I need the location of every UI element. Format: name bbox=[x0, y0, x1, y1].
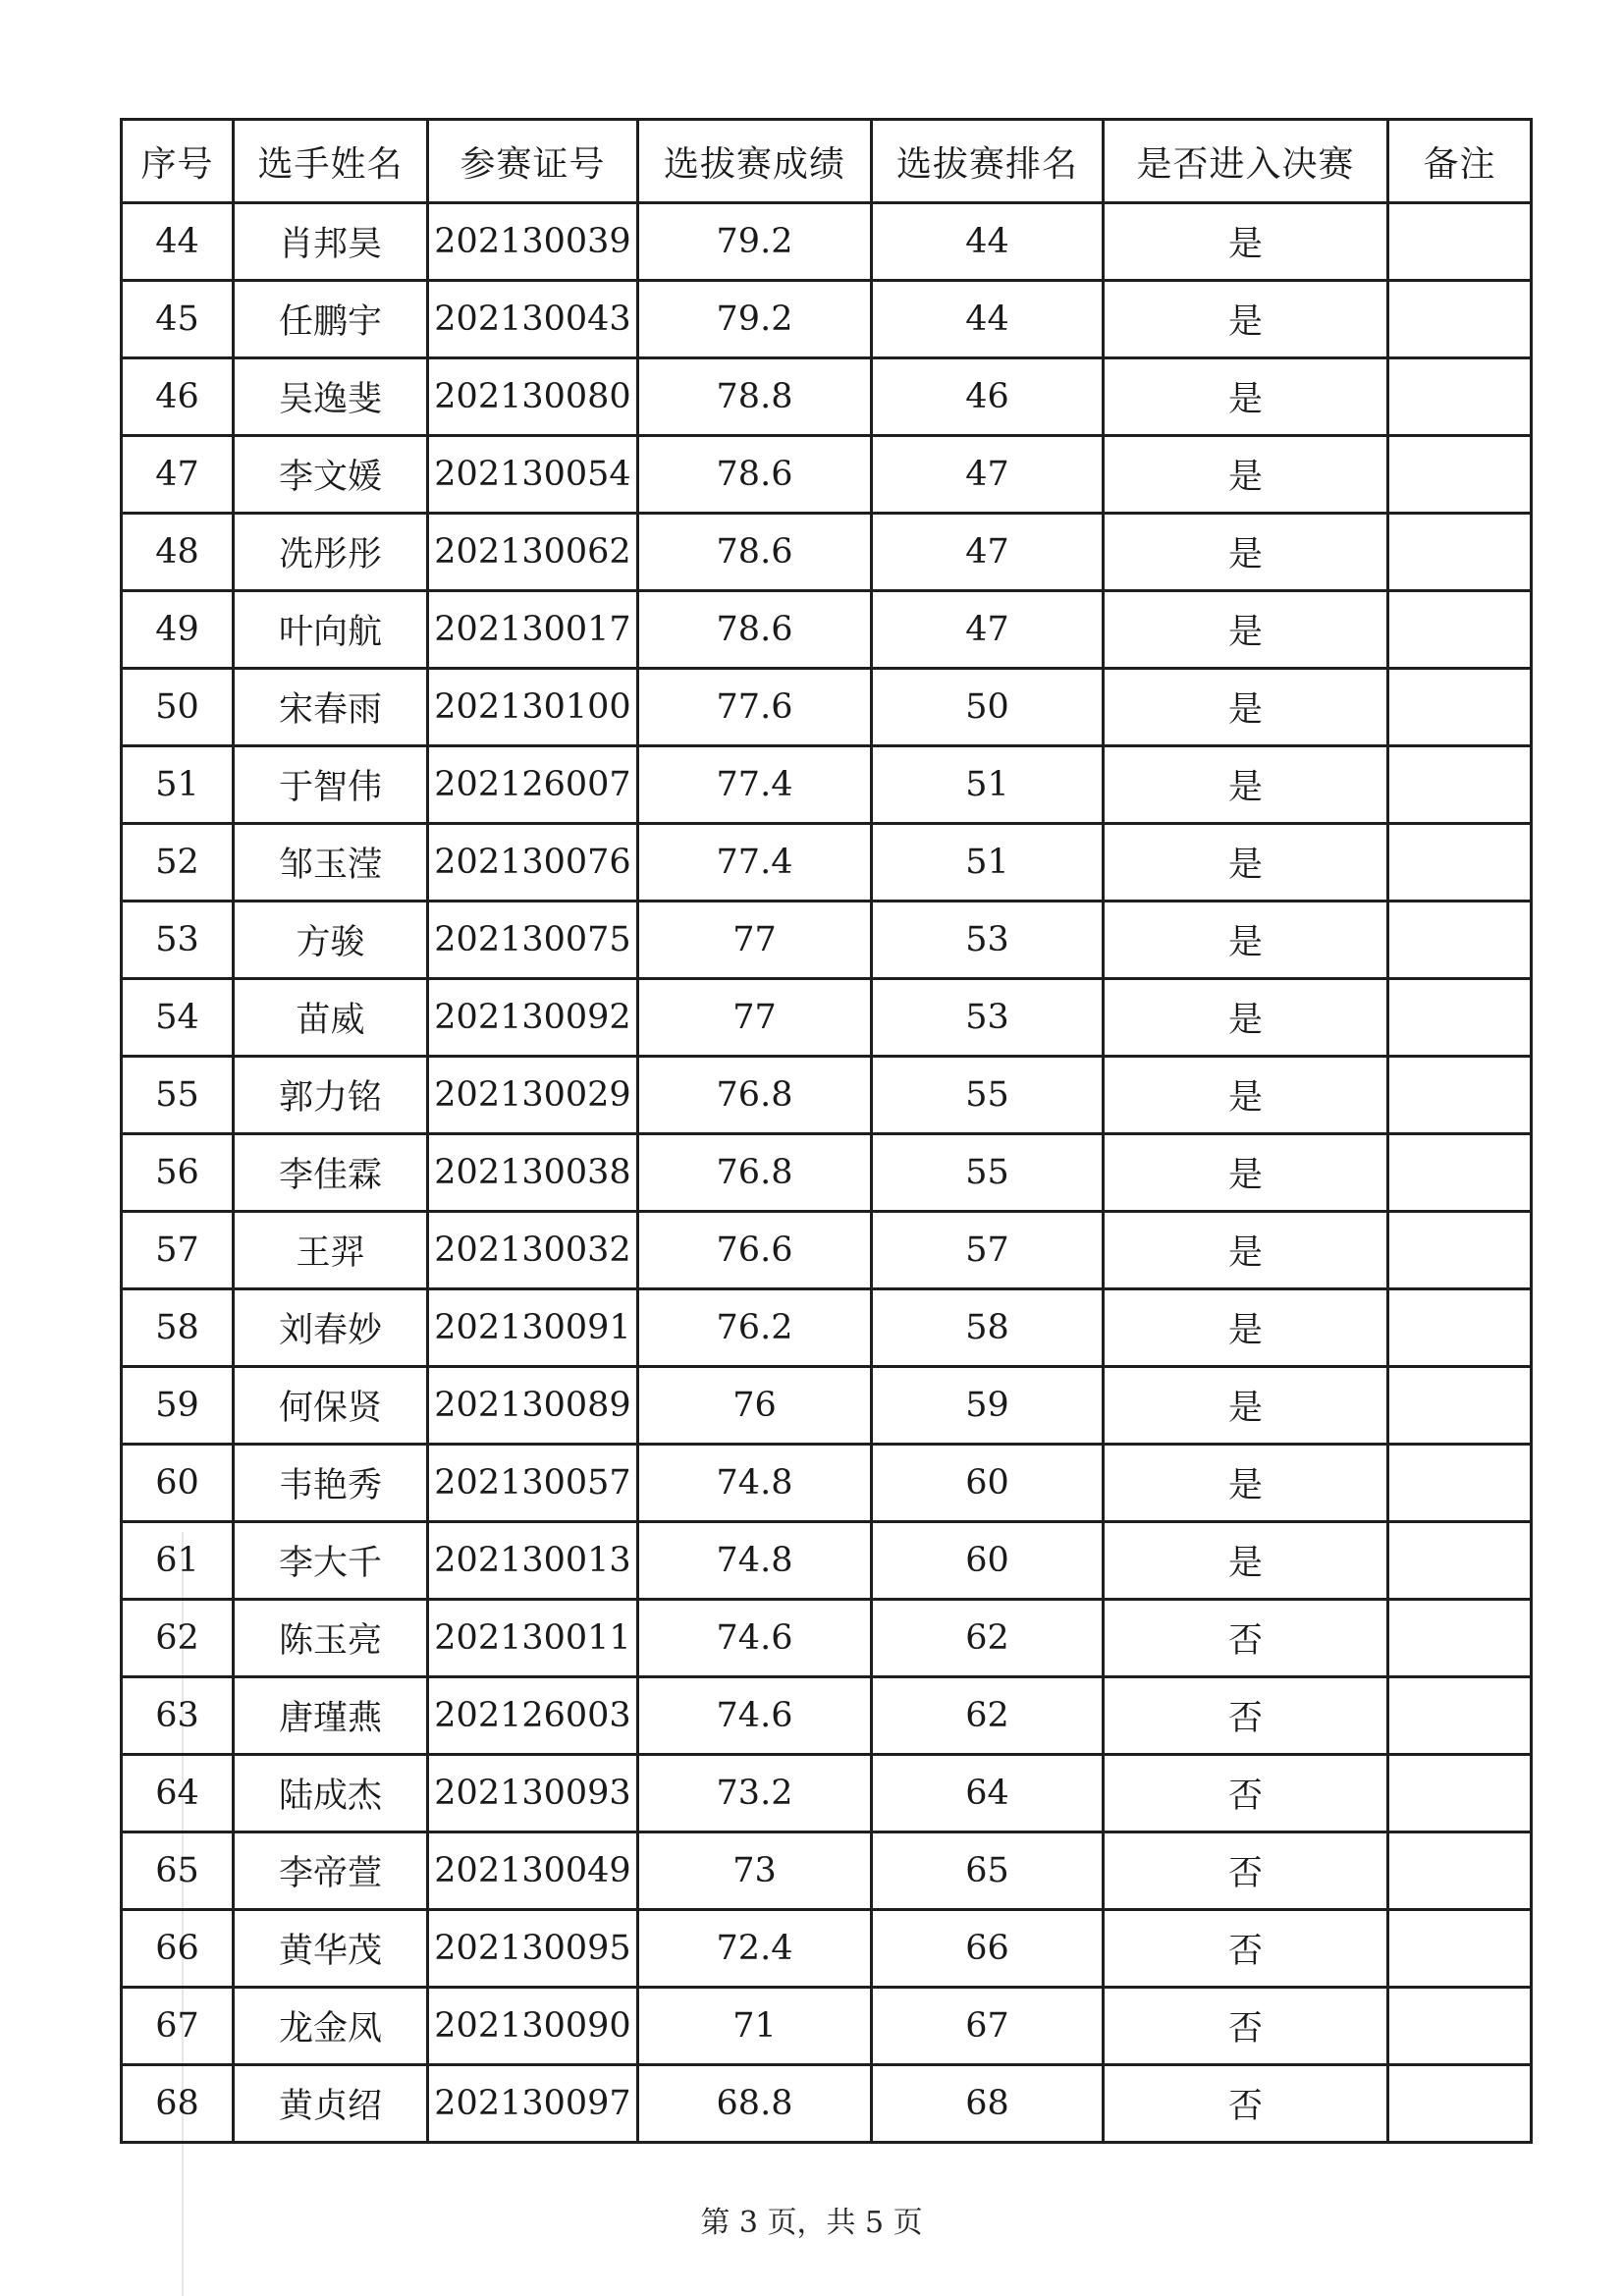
cell-index: 62 bbox=[122, 1600, 234, 1677]
cell-name: 宋春雨 bbox=[234, 669, 428, 746]
cell-rank: 67 bbox=[872, 1988, 1104, 2065]
table-row bbox=[122, 203, 1532, 281]
cell-remarks bbox=[1388, 1677, 1532, 1755]
table-row bbox=[122, 1522, 1532, 1600]
cell-score: 74.6 bbox=[638, 1600, 872, 1677]
cell-index: 44 bbox=[122, 203, 234, 281]
cell-rank: 51 bbox=[872, 824, 1104, 902]
cell-id: 202130076 bbox=[428, 824, 638, 902]
cell-id: 202130091 bbox=[428, 1289, 638, 1367]
cell-final: 是 bbox=[1104, 358, 1388, 436]
table-row bbox=[122, 1988, 1532, 2065]
cell-remarks bbox=[1388, 746, 1532, 824]
cell-score: 72.4 bbox=[638, 1910, 872, 1988]
cell-rank: 68 bbox=[872, 2065, 1104, 2143]
cell-final: 是 bbox=[1104, 1522, 1388, 1600]
table-row bbox=[122, 902, 1532, 979]
cell-name: 李大千 bbox=[234, 1522, 428, 1600]
cell-name: 韦艳秀 bbox=[234, 1445, 428, 1522]
cell-name: 唐瑾燕 bbox=[234, 1677, 428, 1755]
cell-index: 64 bbox=[122, 1755, 234, 1832]
cell-index: 48 bbox=[122, 514, 234, 591]
cell-final: 否 bbox=[1104, 1988, 1388, 2065]
col-header-id: 参赛证号 bbox=[428, 120, 638, 203]
cell-rank: 55 bbox=[872, 1057, 1104, 1134]
cell-id: 202130062 bbox=[428, 514, 638, 591]
cell-score: 76.2 bbox=[638, 1289, 872, 1367]
cell-name: 陆成杰 bbox=[234, 1755, 428, 1832]
table-row bbox=[122, 1057, 1532, 1134]
cell-name: 苗威 bbox=[234, 979, 428, 1057]
cell-index: 52 bbox=[122, 824, 234, 902]
cell-final: 是 bbox=[1104, 902, 1388, 979]
cell-remarks bbox=[1388, 2065, 1532, 2143]
cell-name: 李文媛 bbox=[234, 436, 428, 514]
cell-final: 是 bbox=[1104, 1445, 1388, 1522]
col-header-final: 是否进入决赛 bbox=[1104, 120, 1388, 203]
cell-score: 71 bbox=[638, 1988, 872, 2065]
cell-rank: 66 bbox=[872, 1910, 1104, 1988]
cell-rank: 58 bbox=[872, 1289, 1104, 1367]
cell-id: 202130029 bbox=[428, 1057, 638, 1134]
cell-score: 74.8 bbox=[638, 1445, 872, 1522]
cell-rank: 64 bbox=[872, 1755, 1104, 1832]
cell-final: 是 bbox=[1104, 824, 1388, 902]
table-row bbox=[122, 281, 1532, 358]
cell-remarks bbox=[1388, 514, 1532, 591]
cell-index: 60 bbox=[122, 1445, 234, 1522]
cell-index: 63 bbox=[122, 1677, 234, 1755]
cell-score: 78.6 bbox=[638, 591, 872, 669]
cell-index: 53 bbox=[122, 902, 234, 979]
col-header-remarks: 备注 bbox=[1388, 120, 1532, 203]
cell-index: 65 bbox=[122, 1832, 234, 1910]
cell-remarks bbox=[1388, 1445, 1532, 1522]
cell-final: 否 bbox=[1104, 1677, 1388, 1755]
cell-final: 是 bbox=[1104, 979, 1388, 1057]
cell-final: 否 bbox=[1104, 1832, 1388, 1910]
cell-id: 202130080 bbox=[428, 358, 638, 436]
cell-final: 是 bbox=[1104, 669, 1388, 746]
cell-name: 叶向航 bbox=[234, 591, 428, 669]
cell-final: 是 bbox=[1104, 1057, 1388, 1134]
cell-score: 76.8 bbox=[638, 1057, 872, 1134]
table-row bbox=[122, 1677, 1532, 1755]
cell-name: 陈玉亮 bbox=[234, 1600, 428, 1677]
cell-id: 202130017 bbox=[428, 591, 638, 669]
cell-remarks bbox=[1388, 281, 1532, 358]
cell-name: 刘春妙 bbox=[234, 1289, 428, 1367]
cell-index: 45 bbox=[122, 281, 234, 358]
cell-remarks bbox=[1388, 1522, 1532, 1600]
cell-final: 否 bbox=[1104, 1755, 1388, 1832]
cell-rank: 53 bbox=[872, 979, 1104, 1057]
cell-remarks bbox=[1388, 1057, 1532, 1134]
cell-score: 68.8 bbox=[638, 2065, 872, 2143]
cell-rank: 47 bbox=[872, 436, 1104, 514]
cell-name: 王羿 bbox=[234, 1212, 428, 1289]
cell-score: 78.8 bbox=[638, 358, 872, 436]
cell-index: 50 bbox=[122, 669, 234, 746]
cell-index: 51 bbox=[122, 746, 234, 824]
cell-score: 74.8 bbox=[638, 1522, 872, 1600]
cell-final: 否 bbox=[1104, 1910, 1388, 1988]
cell-id: 202130049 bbox=[428, 1832, 638, 1910]
table-row bbox=[122, 824, 1532, 902]
cell-rank: 47 bbox=[872, 591, 1104, 669]
cell-remarks bbox=[1388, 1755, 1532, 1832]
cell-name: 方骏 bbox=[234, 902, 428, 979]
cell-final: 是 bbox=[1104, 1134, 1388, 1212]
cell-rank: 47 bbox=[872, 514, 1104, 591]
cell-remarks bbox=[1388, 1289, 1532, 1367]
cell-id: 202130054 bbox=[428, 436, 638, 514]
cell-id: 202130089 bbox=[428, 1367, 638, 1445]
cell-index: 49 bbox=[122, 591, 234, 669]
cell-index: 47 bbox=[122, 436, 234, 514]
cell-remarks bbox=[1388, 669, 1532, 746]
cell-score: 77.4 bbox=[638, 746, 872, 824]
cell-score: 76 bbox=[638, 1367, 872, 1445]
table-row bbox=[122, 591, 1532, 669]
cell-rank: 65 bbox=[872, 1832, 1104, 1910]
table-row bbox=[122, 1910, 1532, 1988]
page-number: 第 3 页，共 5 页 bbox=[700, 2206, 923, 2240]
cell-id: 202130090 bbox=[428, 1988, 638, 2065]
cell-final: 是 bbox=[1104, 514, 1388, 591]
cell-final: 是 bbox=[1104, 746, 1388, 824]
table-row bbox=[122, 1134, 1532, 1212]
cell-name: 龙金凤 bbox=[234, 1988, 428, 2065]
cell-rank: 60 bbox=[872, 1445, 1104, 1522]
cell-name: 于智伟 bbox=[234, 746, 428, 824]
col-header-score: 选拔赛成绩 bbox=[638, 120, 872, 203]
cell-index: 57 bbox=[122, 1212, 234, 1289]
cell-final: 是 bbox=[1104, 591, 1388, 669]
table-row bbox=[122, 2065, 1532, 2143]
table-row bbox=[122, 1832, 1532, 1910]
table-row bbox=[122, 669, 1532, 746]
cell-score: 78.6 bbox=[638, 436, 872, 514]
table-row bbox=[122, 746, 1532, 824]
col-header-rank: 选拔赛排名 bbox=[872, 120, 1104, 203]
cell-rank: 62 bbox=[872, 1677, 1104, 1755]
cell-score: 77 bbox=[638, 979, 872, 1057]
cell-id: 202126007 bbox=[428, 746, 638, 824]
cell-name: 吴逸斐 bbox=[234, 358, 428, 436]
cell-rank: 59 bbox=[872, 1367, 1104, 1445]
cell-score: 73 bbox=[638, 1832, 872, 1910]
cell-index: 56 bbox=[122, 1134, 234, 1212]
cell-score: 78.6 bbox=[638, 514, 872, 591]
cell-remarks bbox=[1388, 1988, 1532, 2065]
cell-final: 否 bbox=[1104, 2065, 1388, 2143]
cell-remarks bbox=[1388, 1832, 1532, 1910]
results-table bbox=[120, 118, 1533, 2144]
cell-name: 郭力铭 bbox=[234, 1057, 428, 1134]
table-row bbox=[122, 1600, 1532, 1677]
cell-id: 202130043 bbox=[428, 281, 638, 358]
table-row bbox=[122, 436, 1532, 514]
table-row bbox=[122, 979, 1532, 1057]
cell-id: 202130095 bbox=[428, 1910, 638, 1988]
cell-score: 73.2 bbox=[638, 1755, 872, 1832]
cell-score: 77.4 bbox=[638, 824, 872, 902]
cell-name: 李帝萱 bbox=[234, 1832, 428, 1910]
cell-score: 76.8 bbox=[638, 1134, 872, 1212]
cell-rank: 62 bbox=[872, 1600, 1104, 1677]
cell-id: 202130039 bbox=[428, 203, 638, 281]
cell-index: 54 bbox=[122, 979, 234, 1057]
cell-name: 李佳霖 bbox=[234, 1134, 428, 1212]
cell-id: 202130092 bbox=[428, 979, 638, 1057]
cell-final: 是 bbox=[1104, 1212, 1388, 1289]
cell-name: 邹玉滢 bbox=[234, 824, 428, 902]
cell-remarks bbox=[1388, 1134, 1532, 1212]
cell-name: 任鹏宇 bbox=[234, 281, 428, 358]
cell-index: 68 bbox=[122, 2065, 234, 2143]
cell-rank: 44 bbox=[872, 203, 1104, 281]
cell-index: 55 bbox=[122, 1057, 234, 1134]
cell-remarks bbox=[1388, 1212, 1532, 1289]
cell-rank: 53 bbox=[872, 902, 1104, 979]
cell-id: 202130013 bbox=[428, 1522, 638, 1600]
cell-id: 202130032 bbox=[428, 1212, 638, 1289]
cell-id: 202130075 bbox=[428, 902, 638, 979]
cell-id: 202126003 bbox=[428, 1677, 638, 1755]
cell-remarks bbox=[1388, 902, 1532, 979]
cell-final: 是 bbox=[1104, 1367, 1388, 1445]
header-row bbox=[122, 120, 1532, 203]
table-row bbox=[122, 1289, 1532, 1367]
table-body bbox=[122, 203, 1532, 2143]
cell-index: 66 bbox=[122, 1910, 234, 1988]
cell-index: 59 bbox=[122, 1367, 234, 1445]
cell-name: 黄贞绍 bbox=[234, 2065, 428, 2143]
table-row bbox=[122, 1445, 1532, 1522]
cell-rank: 46 bbox=[872, 358, 1104, 436]
table-row bbox=[122, 1755, 1532, 1832]
cell-rank: 55 bbox=[872, 1134, 1104, 1212]
table-row bbox=[122, 514, 1532, 591]
cell-final: 是 bbox=[1104, 281, 1388, 358]
table-row bbox=[122, 358, 1532, 436]
cell-remarks bbox=[1388, 1600, 1532, 1677]
cell-remarks bbox=[1388, 591, 1532, 669]
cell-rank: 44 bbox=[872, 281, 1104, 358]
cell-name: 肖邦昊 bbox=[234, 203, 428, 281]
cell-id: 202130038 bbox=[428, 1134, 638, 1212]
cell-index: 67 bbox=[122, 1988, 234, 2065]
cell-index: 58 bbox=[122, 1289, 234, 1367]
cell-score: 79.2 bbox=[638, 281, 872, 358]
cell-score: 77.6 bbox=[638, 669, 872, 746]
cell-remarks bbox=[1388, 1910, 1532, 1988]
cell-rank: 57 bbox=[872, 1212, 1104, 1289]
cell-id: 202130097 bbox=[428, 2065, 638, 2143]
cell-remarks bbox=[1388, 436, 1532, 514]
cell-remarks bbox=[1388, 979, 1532, 1057]
cell-score: 76.6 bbox=[638, 1212, 872, 1289]
col-header-name: 选手姓名 bbox=[234, 120, 428, 203]
cell-id: 202130093 bbox=[428, 1755, 638, 1832]
cell-final: 是 bbox=[1104, 203, 1388, 281]
cell-id: 202130057 bbox=[428, 1445, 638, 1522]
cell-index: 61 bbox=[122, 1522, 234, 1600]
table-row bbox=[122, 1367, 1532, 1445]
cell-remarks bbox=[1388, 824, 1532, 902]
cell-rank: 51 bbox=[872, 746, 1104, 824]
cell-final: 否 bbox=[1104, 1600, 1388, 1677]
cell-score: 74.6 bbox=[638, 1677, 872, 1755]
cell-name: 冼彤彤 bbox=[234, 514, 428, 591]
table-row bbox=[122, 1212, 1532, 1289]
cell-remarks bbox=[1388, 203, 1532, 281]
cell-final: 是 bbox=[1104, 436, 1388, 514]
table-header bbox=[122, 120, 1532, 203]
cell-name: 何保贤 bbox=[234, 1367, 428, 1445]
cell-score: 79.2 bbox=[638, 203, 872, 281]
cell-id: 202130011 bbox=[428, 1600, 638, 1677]
cell-name: 黄华茂 bbox=[234, 1910, 428, 1988]
cell-remarks bbox=[1388, 358, 1532, 436]
cell-rank: 50 bbox=[872, 669, 1104, 746]
cell-id: 202130100 bbox=[428, 669, 638, 746]
cell-final: 是 bbox=[1104, 1289, 1388, 1367]
cell-score: 77 bbox=[638, 902, 872, 979]
col-header-index: 序号 bbox=[122, 120, 234, 203]
cell-rank: 60 bbox=[872, 1522, 1104, 1600]
cell-remarks bbox=[1388, 1367, 1532, 1445]
cell-index: 46 bbox=[122, 358, 234, 436]
